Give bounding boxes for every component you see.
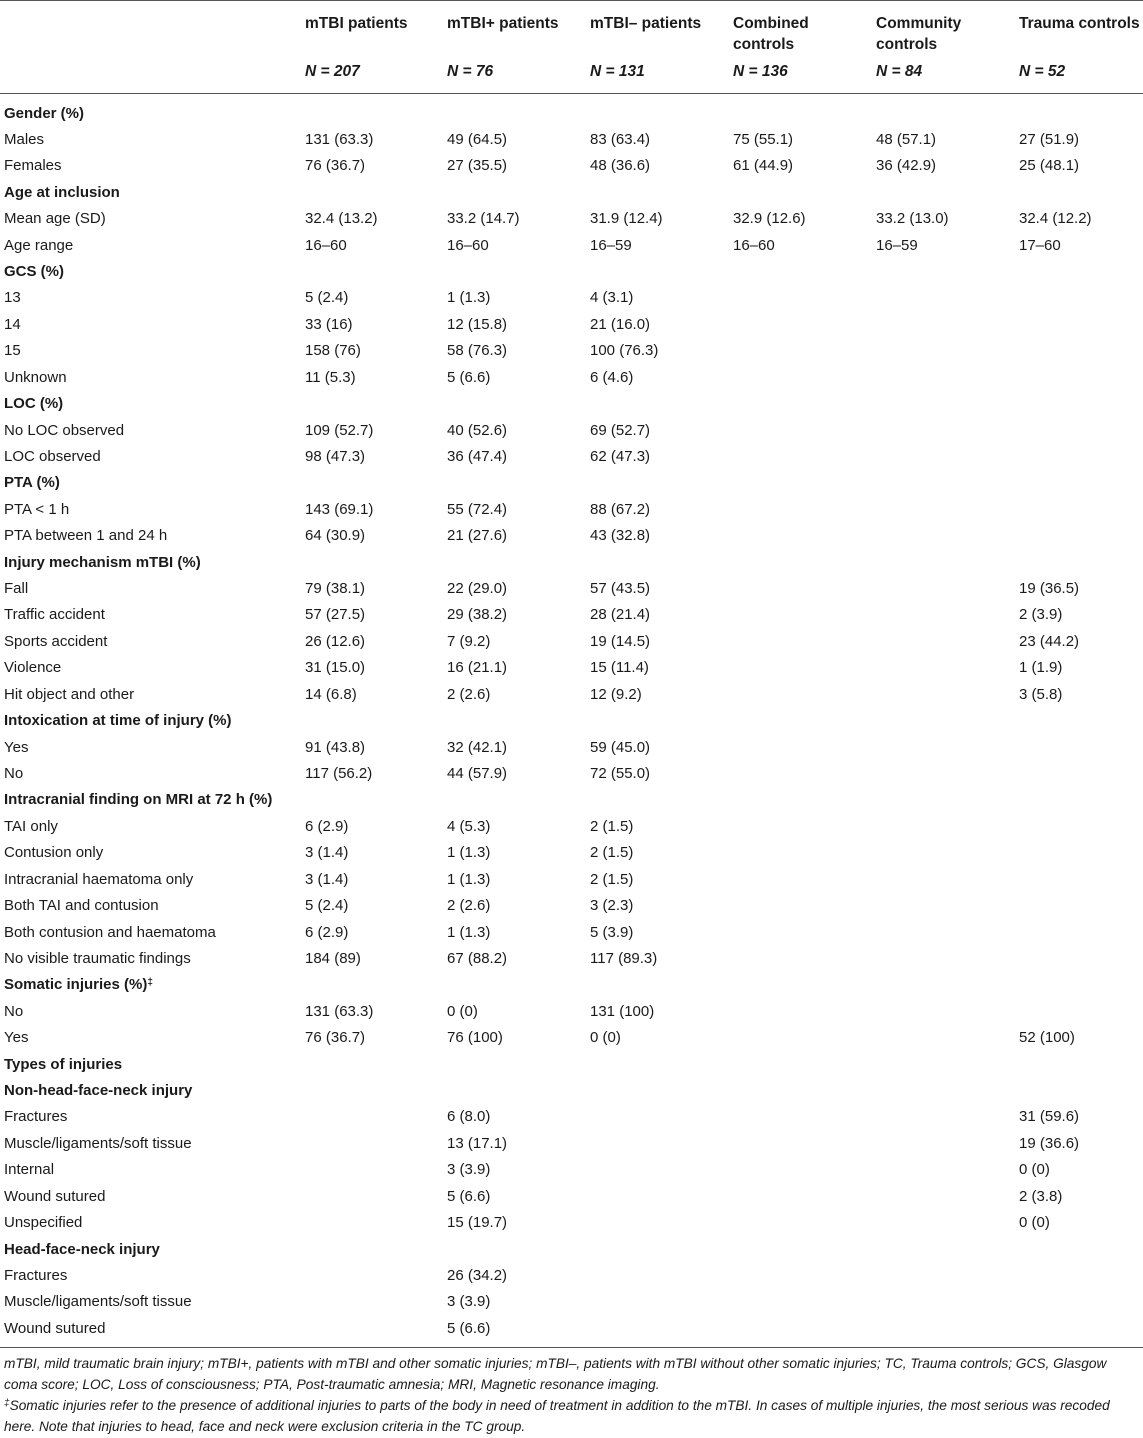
row-label — [4, 946, 191, 972]
row-label-text: No — [4, 1002, 24, 1020]
table-cell: 13 (17.1) — [447, 1134, 508, 1152]
table-cell: 19 (14.5) — [590, 632, 651, 650]
table-cell: 184 (89) — [305, 949, 361, 967]
column-header-community-controls: Community controls — [876, 15, 962, 53]
column-header-trauma-controls: Trauma controls — [1019, 15, 1140, 32]
table-cell: 5 (2.4) — [305, 897, 349, 915]
table-cell: 69 (52.7) — [590, 421, 651, 439]
table-cell: 15 (11.4) — [590, 659, 649, 677]
table-cell: 117 (89.3) — [590, 949, 658, 967]
table-cell: 7 (9.2) — [447, 632, 491, 650]
row-label — [4, 761, 23, 787]
row-label — [4, 497, 69, 523]
row-label — [4, 682, 134, 708]
row-label-text: LOC observed — [4, 447, 101, 465]
section-row — [0, 1052, 1143, 1078]
row-label — [4, 1104, 67, 1130]
row-label — [4, 206, 106, 232]
row-label — [4, 312, 21, 338]
table-cell: 91 (43.8) — [305, 738, 366, 756]
row-label — [4, 127, 44, 153]
table-row — [0, 1184, 1143, 1210]
table-cell: 17–60 — [1019, 236, 1061, 254]
table-cell: 57 (27.5) — [305, 606, 366, 624]
table-cell: 32.4 (12.2) — [1019, 210, 1092, 228]
row-label — [4, 1157, 54, 1183]
section-heading — [4, 1078, 192, 1104]
table-row — [0, 946, 1143, 972]
row-label — [4, 1025, 28, 1051]
table-row — [0, 233, 1143, 259]
section-row — [0, 180, 1143, 206]
table-row — [0, 1157, 1143, 1183]
table-cell: 2 (1.5) — [590, 817, 634, 835]
section-row — [0, 708, 1143, 734]
row-label-text: Fractures — [4, 1108, 68, 1126]
table-cell: 25 (48.1) — [1019, 157, 1080, 175]
row-label-text: Males — [4, 130, 45, 148]
row-label-text: Gender (%) — [4, 104, 85, 122]
table-cell: 11 (5.3) — [305, 368, 356, 386]
table-cell: 131 (63.3) — [305, 1002, 374, 1020]
row-label-text: Age at inclusion — [4, 183, 120, 201]
row-label — [4, 893, 159, 919]
table-cell: 40 (52.6) — [447, 421, 508, 439]
row-label-text: Yes — [4, 738, 29, 756]
table-footnotes — [4, 1353, 1140, 1437]
table-row — [0, 867, 1143, 893]
table-cell: 58 (76.3) — [447, 342, 508, 360]
table-cell: 143 (69.1) — [305, 500, 374, 518]
table-cell: 29 (38.2) — [447, 606, 508, 624]
table-cell: 3 (1.4) — [305, 844, 349, 862]
table-row — [0, 153, 1143, 179]
row-label — [4, 920, 216, 946]
row-label — [4, 1184, 105, 1210]
table-cell: 100 (76.3) — [590, 342, 659, 360]
section-heading — [4, 180, 120, 206]
row-label-text: Unspecified — [4, 1214, 83, 1232]
table-cell: 88 (67.2) — [590, 500, 651, 518]
section-row — [0, 972, 1143, 998]
row-label — [4, 418, 124, 444]
footnote-abbreviations: mTBI, mild traumatic brain injury; mTBI+, patients with mTBI and other somatic injuries; mTBI–, patients with mTBI without other somatic injuries; TC, Trauma controls; GCS, Glasgow coma score; LOC, Loss of consciousness; PTA, Post-traumatic amnesia; MRI, Magnetic resonance imaging. — [4, 1356, 1107, 1392]
table-cell: 4 (3.1) — [590, 289, 634, 307]
table-cell: 62 (47.3) — [590, 447, 651, 465]
table-row — [0, 497, 1143, 523]
row-label — [4, 814, 58, 840]
table-cell: 3 (3.9) — [447, 1293, 491, 1311]
row-label-text: Wound sutured — [4, 1319, 106, 1337]
table-row — [0, 338, 1143, 364]
table-cell: 3 (2.3) — [590, 897, 634, 915]
table-cell: 3 (1.4) — [305, 870, 349, 888]
table-cell: 1 (1.3) — [447, 870, 491, 888]
row-label — [4, 365, 67, 391]
table-row — [0, 920, 1143, 946]
table-cell: 55 (72.4) — [447, 500, 508, 518]
table-row — [0, 629, 1143, 655]
table-cell: 43 (32.8) — [590, 527, 651, 545]
table-cell: 32.4 (13.2) — [305, 210, 378, 228]
row-label-text: Non-head-face-neck injury — [4, 1082, 193, 1100]
table-cell: 16–59 — [876, 236, 918, 254]
table-cell: 16–60 — [305, 236, 347, 254]
table-cell: 57 (43.5) — [590, 580, 651, 598]
table-cell: 22 (29.0) — [447, 580, 508, 598]
row-label-text: Yes — [4, 1029, 29, 1047]
table-cell: 64 (30.9) — [305, 527, 366, 545]
column-n-mtbi-plus: N = 76 — [447, 63, 494, 80]
table-row — [0, 1289, 1143, 1315]
table-row — [0, 814, 1143, 840]
column-header-mtbi-minus: mTBI– patients — [590, 15, 702, 32]
table-cell: 3 (5.8) — [1019, 685, 1063, 703]
row-label-text: LOC (%) — [4, 395, 64, 413]
row-label — [4, 735, 28, 761]
column-n-mtbi: N = 207 — [305, 63, 360, 80]
table-row — [0, 682, 1143, 708]
section-row — [0, 391, 1143, 417]
table-bottom-rule — [0, 1347, 1143, 1348]
table-cell: 76 (100) — [447, 1029, 503, 1047]
table-cell: 33 (16) — [305, 315, 353, 333]
table-cell: 0 (0) — [1019, 1214, 1050, 1232]
row-label — [4, 999, 23, 1025]
table-cell: 27 (35.5) — [447, 157, 508, 175]
table-row — [0, 312, 1143, 338]
row-label-text: 14 — [4, 315, 21, 333]
table-cell: 4 (5.3) — [447, 817, 491, 835]
row-label-text: Intracranial finding on MRI at 72 h (%) — [4, 791, 273, 809]
table-cell: 6 (2.9) — [305, 817, 349, 835]
table-cell: 19 (36.5) — [1019, 580, 1080, 598]
row-label-text: Violence — [4, 659, 62, 677]
table-cell: 1 (1.3) — [447, 844, 491, 862]
row-label — [4, 523, 167, 549]
table-cell: 1 (1.3) — [447, 289, 491, 307]
table-cell: 16–60 — [447, 236, 489, 254]
table-cell: 16–59 — [590, 236, 632, 254]
section-heading — [4, 259, 64, 285]
section-heading — [4, 550, 201, 576]
table-cell: 59 (45.0) — [590, 738, 651, 756]
table-cell: 61 (44.9) — [733, 157, 794, 175]
row-label-text: Muscle/ligaments/soft tissue — [4, 1293, 192, 1311]
row-label-text: Muscle/ligaments/soft tissue — [4, 1134, 192, 1152]
table-row — [0, 1316, 1143, 1342]
table-cell: 52 (100) — [1019, 1029, 1075, 1047]
table-cell: 33.2 (14.7) — [447, 210, 520, 228]
row-label-text: Sports accident — [4, 632, 108, 650]
section-row — [0, 1078, 1143, 1104]
row-label-text: PTA between 1 and 24 h — [4, 527, 168, 545]
row-label — [4, 629, 107, 655]
table-cell: 16 (21.1) — [447, 659, 508, 677]
table-row — [0, 761, 1143, 787]
section-row — [0, 101, 1143, 127]
table-row — [0, 418, 1143, 444]
table-cell: 2 (2.6) — [447, 685, 491, 703]
table-row — [0, 206, 1143, 232]
table-cell: 6 (4.6) — [590, 368, 634, 386]
row-label-text: Somatic injuries (%) — [4, 976, 148, 994]
section-row — [0, 470, 1143, 496]
table-cell: 1 (1.3) — [447, 923, 491, 941]
column-header-combined-controls: Combined controls — [733, 15, 809, 53]
table-cell: 32.9 (12.6) — [733, 210, 806, 228]
row-label-text: No LOC observed — [4, 421, 125, 439]
table-row — [0, 444, 1143, 470]
table-row — [0, 602, 1143, 628]
row-label-text: Intoxication at time of injury (%) — [4, 712, 232, 730]
table-row — [0, 1104, 1143, 1130]
row-label-text: Both contusion and haematoma — [4, 923, 216, 941]
column-n-mtbi-minus: N = 131 — [590, 63, 645, 80]
row-label — [4, 867, 193, 893]
table-cell: 48 (36.6) — [590, 157, 651, 175]
table-row — [0, 365, 1143, 391]
section-row — [0, 1237, 1143, 1263]
table-cell: 19 (36.6) — [1019, 1134, 1080, 1152]
table-cell: 6 (8.0) — [447, 1108, 491, 1126]
table-cell: 3 (3.9) — [447, 1161, 491, 1179]
table-cell: 27 (51.9) — [1019, 130, 1080, 148]
row-label — [4, 840, 103, 866]
table-row — [0, 1263, 1143, 1289]
table-cell: 33.2 (13.0) — [876, 210, 949, 228]
table-cell: 2 (3.9) — [1019, 606, 1063, 624]
table-cell: 49 (64.5) — [447, 130, 508, 148]
table-cell: 5 (3.9) — [590, 923, 634, 941]
section-heading — [4, 101, 84, 127]
table-cell: 117 (56.2) — [305, 765, 373, 782]
table-cell: 158 (76) — [305, 342, 361, 360]
table-cell: 21 (16.0) — [590, 315, 651, 333]
row-label-text: No — [4, 765, 24, 782]
row-label-text: Head-face-neck injury — [4, 1240, 160, 1258]
row-label-text: No visible traumatic findings — [4, 949, 191, 967]
section-row — [0, 259, 1143, 285]
row-label-text: Intracranial haematoma only — [4, 870, 194, 888]
row-label-text: Fractures — [4, 1266, 68, 1284]
table-cell: 32 (42.1) — [447, 738, 508, 756]
section-row — [0, 787, 1143, 813]
table-row — [0, 735, 1143, 761]
column-n-community-controls: N = 84 — [876, 63, 923, 80]
column-n-combined-controls: N = 136 — [733, 63, 788, 80]
table-cell: 16–60 — [733, 236, 775, 254]
footnote-mark: ‡ — [4, 1398, 10, 1409]
table-row — [0, 1025, 1143, 1051]
table-cell: 26 (34.2) — [447, 1266, 508, 1284]
row-label-text: 15 — [4, 342, 21, 360]
row-label — [4, 576, 28, 602]
table-cell: 76 (36.7) — [305, 157, 366, 175]
table-cell: 36 (42.9) — [876, 157, 937, 175]
row-label — [4, 1131, 192, 1157]
row-label-text: Mean age (SD) — [4, 210, 106, 228]
section-row — [0, 550, 1143, 576]
table-cell: 5 (6.6) — [447, 1319, 491, 1337]
row-label-text: GCS (%) — [4, 263, 64, 281]
table-cell: 75 (55.1) — [733, 130, 794, 148]
table-row — [0, 127, 1143, 153]
row-label — [4, 338, 21, 364]
row-label-text: PTA < 1 h — [4, 500, 70, 518]
table-row — [0, 840, 1143, 866]
table-cell: 31 (15.0) — [305, 659, 366, 677]
footnote-somatic-text: Somatic injuries refer to the presence of additional injuries to parts of the body in need of treatment in addition to the mTBI. In cases of multiple injuries, the most serious was recoded here. Note that injuries to head, face and neck were exclusion criteria in the TC group. — [4, 1398, 1110, 1434]
row-label — [4, 1210, 82, 1236]
table-cell: 98 (47.3) — [305, 447, 366, 465]
row-label-text: Hit object and other — [4, 685, 135, 703]
section-heading — [4, 708, 232, 734]
table-row — [0, 999, 1143, 1025]
row-label — [4, 655, 61, 681]
row-label-text: Unknown — [4, 368, 67, 386]
row-label — [4, 602, 105, 628]
row-label — [4, 444, 101, 470]
table-cell: 14 (6.8) — [305, 685, 357, 703]
row-label-text: Age range — [4, 236, 74, 254]
table-cell: 31.9 (12.4) — [590, 210, 663, 228]
table-cell: 23 (44.2) — [1019, 632, 1080, 650]
table-cell: 5 (6.6) — [447, 1187, 491, 1205]
table-cell: 0 (0) — [1019, 1161, 1050, 1179]
table-cell: 31 (59.6) — [1019, 1108, 1080, 1126]
row-label-text: Types of injuries — [4, 1055, 123, 1073]
table-cell: 2 (1.5) — [590, 844, 634, 862]
section-heading — [4, 1237, 160, 1263]
table-row — [0, 1131, 1143, 1157]
table-cell: 83 (63.4) — [590, 130, 651, 148]
row-label-text: Injury mechanism mTBI (%) — [4, 553, 201, 571]
footnote-somatic — [4, 1395, 1140, 1437]
table-cell: 12 (15.8) — [447, 315, 508, 333]
table-cell: 26 (12.6) — [305, 632, 366, 650]
table-cell: 15 (19.7) — [447, 1214, 508, 1232]
table-row — [0, 655, 1143, 681]
table-row — [0, 285, 1143, 311]
footnote-marker: ‡ — [147, 977, 153, 989]
table-cell: 6 (2.9) — [305, 923, 349, 941]
section-heading — [4, 972, 153, 998]
table-cell: 2 (2.6) — [447, 897, 491, 915]
table-row — [0, 523, 1143, 549]
row-label-text: Contusion only — [4, 844, 104, 862]
row-label-text: 13 — [4, 289, 21, 307]
table-cell: 79 (38.1) — [305, 580, 366, 598]
table-cell: 36 (47.4) — [447, 447, 508, 465]
table-cell: 0 (0) — [590, 1029, 621, 1047]
row-label — [4, 153, 62, 179]
table-cell: 0 (0) — [447, 1002, 478, 1020]
column-header-mtbi-plus: mTBI+ patients — [447, 15, 559, 32]
row-label-text: PTA (%) — [4, 474, 60, 492]
table-header — [0, 0, 1143, 94]
section-heading — [4, 1052, 122, 1078]
table-cell: 2 (3.8) — [1019, 1187, 1063, 1205]
section-heading — [4, 787, 272, 813]
row-label-text: TAI only — [4, 817, 58, 835]
row-label-text: Wound sutured — [4, 1187, 106, 1205]
table-cell: 109 (52.7) — [305, 421, 374, 439]
section-heading — [4, 470, 60, 496]
table-cell: 2 (1.5) — [590, 870, 634, 888]
table-cell: 5 (2.4) — [305, 289, 349, 307]
table-row — [0, 893, 1143, 919]
row-label — [4, 1289, 192, 1315]
column-n-trauma-controls: N = 52 — [1019, 63, 1066, 80]
table-cell: 67 (88.2) — [447, 949, 508, 967]
row-label-text: Fall — [4, 580, 29, 598]
column-header-mtbi: mTBI patients — [305, 15, 408, 32]
table-cell: 28 (21.4) — [590, 606, 651, 624]
row-label-text: Females — [4, 157, 62, 175]
row-label-text: Traffic accident — [4, 606, 105, 624]
row-label — [4, 1316, 105, 1342]
table-cell: 5 (6.6) — [447, 368, 491, 386]
table-cell: 131 (100) — [590, 1002, 655, 1020]
row-label-text: Internal — [4, 1161, 55, 1179]
table-cell: 131 (63.3) — [305, 130, 374, 148]
row-label — [4, 285, 21, 311]
row-label-text: Both TAI and contusion — [4, 897, 159, 915]
table-cell: 72 (55.0) — [590, 765, 651, 782]
table-row — [0, 576, 1143, 602]
table-cell: 44 (57.9) — [447, 765, 508, 782]
section-heading — [4, 391, 63, 417]
row-label — [4, 1263, 67, 1289]
row-label — [4, 233, 73, 259]
table-cell: 21 (27.6) — [447, 527, 508, 545]
table-cell: 76 (36.7) — [305, 1029, 366, 1047]
table-cell: 48 (57.1) — [876, 130, 937, 148]
table-row — [0, 1210, 1143, 1236]
table-cell: 12 (9.2) — [590, 685, 642, 703]
table-cell: 1 (1.9) — [1019, 659, 1063, 677]
